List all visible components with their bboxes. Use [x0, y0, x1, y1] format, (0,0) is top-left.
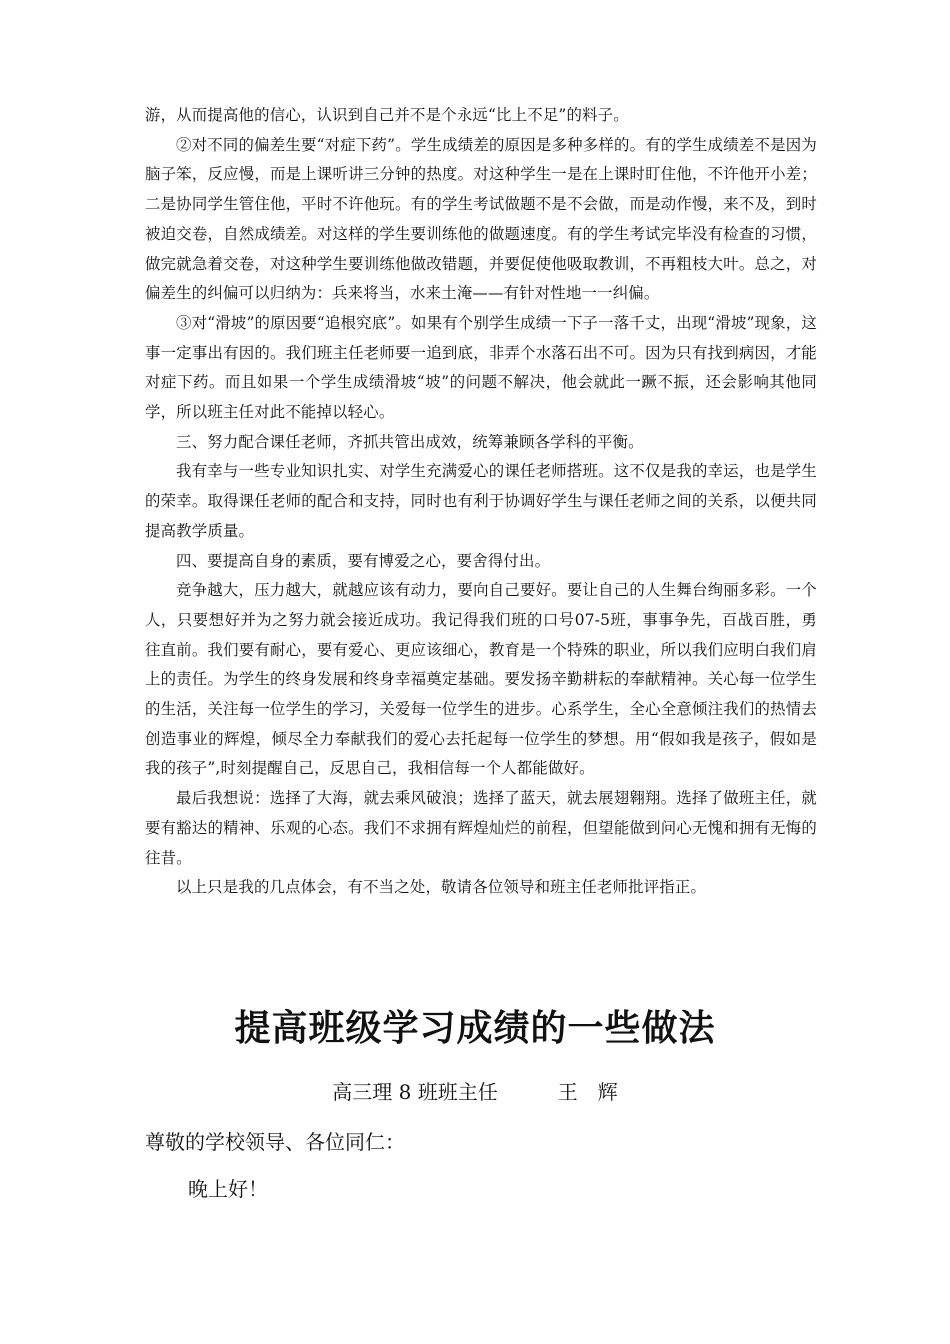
- paragraph-decline-causes: ③对“滑坡”的原因要“追根究底”。如果有个别学生成绩一下子一落千丈，出现“滑坡”现象，这事一定事出有因的。我们班主任老师要一追到底，非弄个水落石出不可。因为只有找到病因，才能对症下药。而且如果一个学生成绩滑坡“坡”的问题不解决，他会就此一蹶不振，还会影响其他同学，所以班主任对此不能掉以轻心。: [145, 313, 817, 422]
- body-text: [145, 101, 817, 903]
- greeting: 晚上好！: [188, 1177, 268, 1201]
- paragraph-competition: 竞争越大，压力越大，就越应该有动力，要向自己要好。要让自己的人生舞台绚丽多彩。一个人，只要想好并为之努力就会接近成功。我记得我们班的口号07-5班，事事争先，百战百胜，勇往直前。我们要有耐心，要有爱心、更应该细心，教育是一个特殊的职业，所以我们应明白我们肩上的责任。为学生的终身发展和终身幸福奠定基础。要发扬辛勤耕耘的奉献精神。关心每一位学生的生活，关注每一位学生的学习，关爱每一位学生的进步。心系学生，全心全意倾注我们的热情去创造事业的辉煌，倾尽全力奉献我们的爱心去托起每一位学生的梦想。用“假如我是孩子，假如是我的孩子”,时刻提醒自己，反思自己，我相信每一个人都能做好。: [145, 581, 817, 778]
- salutation: 尊敬的学校领导、各位同仁：: [145, 1130, 405, 1154]
- paragraph-closing-thoughts: 最后我想说：选择了大海，就去乘风破浪；选择了蓝天，就去展翅翱翔。选择了做班主任，就要有豁达的精神、乐观的心态。我们不求拥有辉煌灿烂的前程，但望能做到问心无愧和拥有无悔的往昔。: [145, 789, 817, 867]
- paragraph-continuation: 游，从而提高他的信心，认识到自己并不是个永远“比上不足”的料子。: [145, 106, 629, 124]
- document-title: 提高班级学习成绩的一些做法: [234, 1007, 716, 1049]
- author-byline: 高三理 8 班班主任 王 辉: [332, 1080, 618, 1104]
- paragraph-teacher-cooperation: 我有幸与一些专业知识扎实、对学生充满爱心的课任老师搭班。这不仅是我的幸运，也是学生的荣幸。取得课任老师的配合和支持，同时也有利于协调好学生与课任老师之间的关系，以便共同提高教学质量。: [145, 462, 817, 540]
- section-heading-three: 三、努力配合课任老师，齐抓共管出成效，统筹兼顾各学科的平衡。: [176, 432, 644, 451]
- section-heading-four: 四、要提高自身的素质，要有博爱之心，要舍得付出。: [176, 551, 551, 570]
- paragraph-targeted-treatment: ②对不同的偏差生要“对症下药”。学生成绩差的原因是多种多样的。有的学生成绩差不是因为脑子笨，反应慢，而是上课听讲三分钟的热度。对这种学生一是在上课时盯住他，不许他开小差；二是协同学生管住他，平时不许他玩。有的学生考试做题不是不会做，而是动作慢，来不及，到时被迫交卷，自然成绩差。对这样的学生要训练他的做题速度。有的学生考试完毕没有检查的习惯，做完就急着交卷，对这种学生要训练他做改错题，并要促使他吸取教训，不再粗枝大叶。总之，对偏差生的纠偏可以归纳为：兵来将当，水来土淹——有针对性地一一纠偏。: [145, 135, 817, 303]
- paragraph-final-remarks: 以上只是我的几点体会，有不当之处，敬请各位领导和班主任老师批评指正。: [176, 878, 707, 897]
